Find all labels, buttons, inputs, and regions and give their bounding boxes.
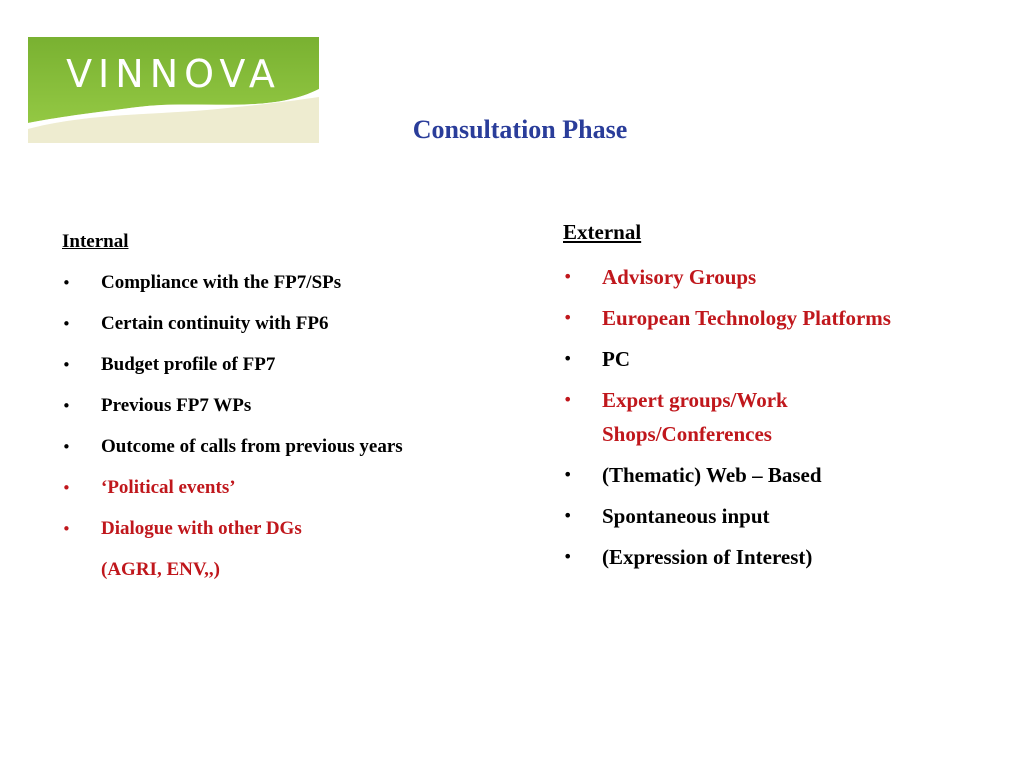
list-item-text: Previous FP7 WPs: [101, 395, 252, 416]
external-list: [563, 260, 983, 574]
external-heading: External: [563, 220, 642, 244]
bullet-icon: •: [62, 356, 71, 374]
bullet-icon: •: [563, 390, 573, 409]
list-item: [563, 342, 983, 376]
internal-list: [62, 270, 492, 583]
bullet-icon: •: [563, 349, 573, 368]
list-item-text: Advisory Groups: [602, 265, 757, 289]
bullet-icon: •: [62, 274, 71, 292]
list-item: [62, 311, 492, 337]
list-item: [62, 352, 492, 378]
logo-wordmark: VINNOVA: [66, 52, 281, 96]
list-item-text: ‘Political events’: [101, 477, 236, 498]
bullet-icon: •: [563, 465, 573, 484]
list-item: [62, 393, 492, 419]
list-item: [563, 499, 983, 533]
list-item-text: Outcome of calls from previous years: [101, 436, 403, 457]
list-item-text: Dialogue with other DGs: [101, 518, 302, 539]
list-item: [62, 434, 492, 460]
internal-heading: Internal: [62, 231, 129, 252]
internal-column: [62, 229, 492, 598]
list-item-text: Spontaneous input: [602, 504, 770, 528]
list-item-text: PC: [602, 347, 630, 371]
list-item-text: Expert groups/Work Shops/Conferences: [602, 388, 788, 446]
bullet-icon: •: [563, 267, 573, 286]
list-item: [563, 301, 983, 335]
list-item-text: (Thematic) Web – Based: [602, 463, 822, 487]
list-item: [62, 475, 492, 501]
bullet-icon: •: [563, 547, 573, 566]
list-item-text: Budget profile of FP7: [101, 354, 276, 375]
bullet-icon: •: [62, 315, 71, 333]
list-item: [563, 458, 983, 492]
list-item: [62, 270, 492, 296]
list-item-subtext: (AGRI, ENV,,): [101, 559, 220, 580]
list-item: [563, 383, 852, 451]
list-item: [563, 540, 983, 574]
external-column: [563, 219, 983, 581]
bullet-icon: •: [563, 506, 573, 525]
list-item: [563, 260, 983, 294]
bullet-icon: •: [62, 397, 71, 415]
list-item-text: Compliance with the FP7/SPs: [101, 272, 342, 293]
bullet-icon: •: [62, 479, 71, 497]
list-item-text: European Technology Platforms: [602, 306, 891, 330]
bullet-icon: •: [62, 520, 71, 538]
page-title: Consultation Phase: [412, 115, 628, 144]
list-item-text: (Expression of Interest): [602, 545, 813, 569]
list-item-text: Certain continuity with FP6: [101, 313, 329, 334]
list-item: [62, 516, 492, 583]
vinnova-logo: [28, 37, 319, 143]
bullet-icon: •: [563, 308, 573, 327]
bullet-icon: •: [62, 438, 71, 456]
